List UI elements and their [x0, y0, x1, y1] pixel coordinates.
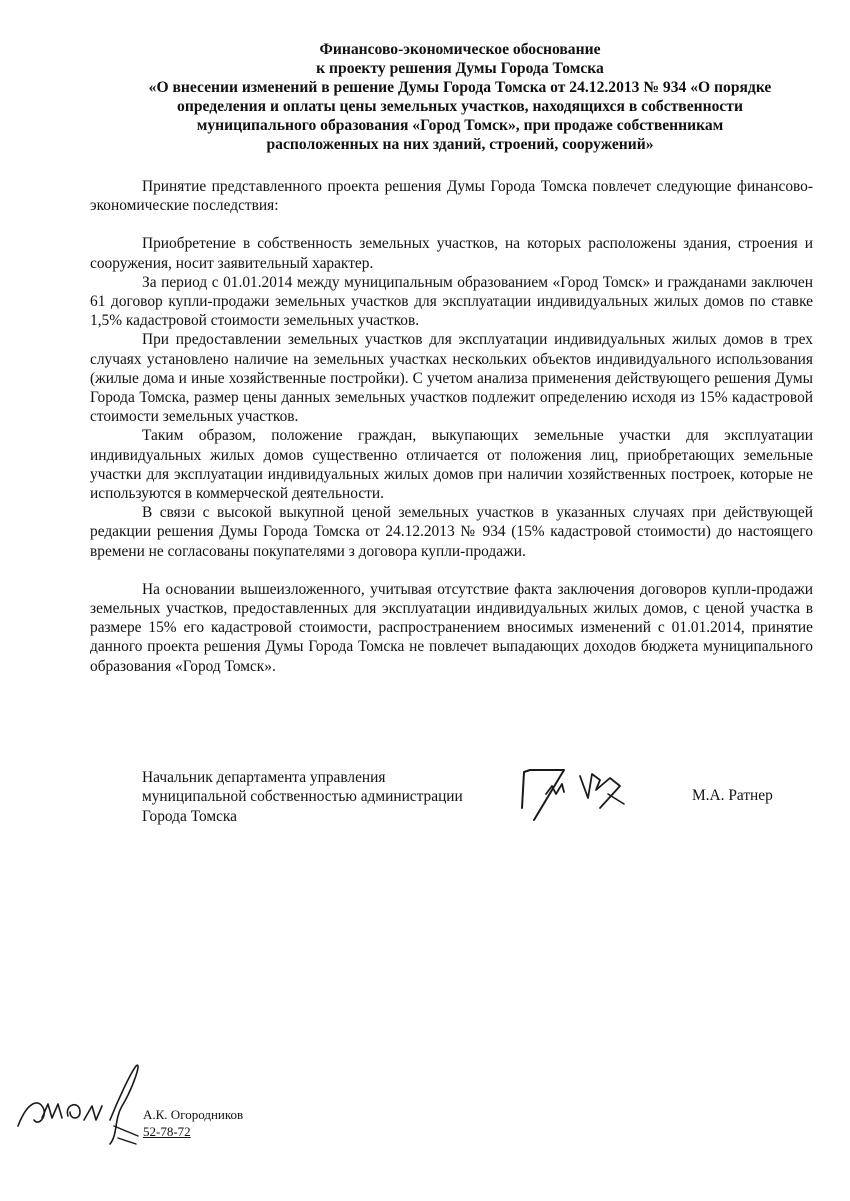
- title-line: определения и оплаты цены земельных участков, находящихся в собственности: [177, 98, 743, 115]
- title-line: расположенных на них зданий, строений, сооружений»: [266, 136, 654, 153]
- position-line: муниципальной собственностью администрации: [142, 788, 463, 806]
- paragraph-intro: Принятие представленного проекта решения Думы Города Томска повлечет следующие финансово-экономические последствия:: [90, 178, 813, 215]
- title-line: к проекту решения Думы Города Томска: [316, 60, 604, 77]
- position-line: Начальник департамента управления: [142, 769, 386, 786]
- paragraph-comparison: Таким образом, положение граждан, выкупающих земельные участки для эксплуатации индивидуальных жилых домов существенно отличается от положения лиц, приобретающих земельные участки для эксплуатации индивидуальных жилых домов при наличии хозяйственных построек, которые не используются в коммерческой деятельности.: [90, 427, 813, 503]
- document-body: [90, 177, 813, 676]
- executor-name: А.К. Огородников: [143, 1107, 244, 1122]
- document-title: [100, 40, 820, 154]
- signatory-position: [142, 768, 522, 826]
- signatory-name: М.А. Ратнер: [692, 787, 773, 804]
- title-line: «О внесении изменений в решение Думы Города Томска от 24.12.2013 № 934 «О порядке: [148, 79, 772, 96]
- position-line: Города Томска: [142, 807, 237, 825]
- paragraph-acquisition: Приобретение в собственность земельных участков, на которых расположены здания, строения и сооружения, носит заявительный характер.: [90, 235, 813, 272]
- executor-info: [143, 1106, 243, 1140]
- paragraph-cases: При предоставлении земельных участков для эксплуатации индивидуальных жилых домов в трех случаях установлено наличие на земельных участках нескольких объектов индивидуального использования (жилые дома и иные хозяйственные постройки). С учетом анализа применения действующего решения Думы Города Томска, размер цены данных земельных участков подлежит определению исходя из 15% кадастровой стоимости земельных участков.: [90, 331, 813, 426]
- executor-signature-mark: [14, 1060, 144, 1150]
- paragraph-contracts: За период с 01.01.2014 между муниципальным образованием «Город Томск» и гражданами заключен 61 договор купли-продажи земельных участков для эксплуатации индивидуальных жилых домов по ставке 1,5% кадастровой стоимости земельных участков.: [90, 273, 813, 330]
- paragraph-price: В связи с высокой выкупной ценой земельных участков в указанных случаях при действующей редакции решения Думы Города Томска от 24.12.2013 № 934 (15% кадастровой стоимости) до настоящего времени не согласованы покупателями з договора купли-продажи.: [90, 504, 813, 560]
- signature-mark: [512, 764, 642, 826]
- paragraph-conclusion: На основании вышеизложенного, учитывая отсутствие факта заключения договоров купли-продажи земельных участков, предоставленных для эксплуатации индивидуальных жилых домов, с ценой участка в размере 15% его кадастровой стоимости, распространением вносимых изменений с 01.01.2014, принятие данного проекта решения Думы Города Томска не повлечет выпадающих доходов бюджета муниципального образования «Город Томск».: [90, 580, 813, 675]
- executor-phone: 52-78-72: [143, 1124, 191, 1139]
- title-line: Финансово-экономическое обоснование: [319, 41, 601, 58]
- title-line: муниципального образования «Город Томск», при продаже собственникам: [196, 117, 724, 134]
